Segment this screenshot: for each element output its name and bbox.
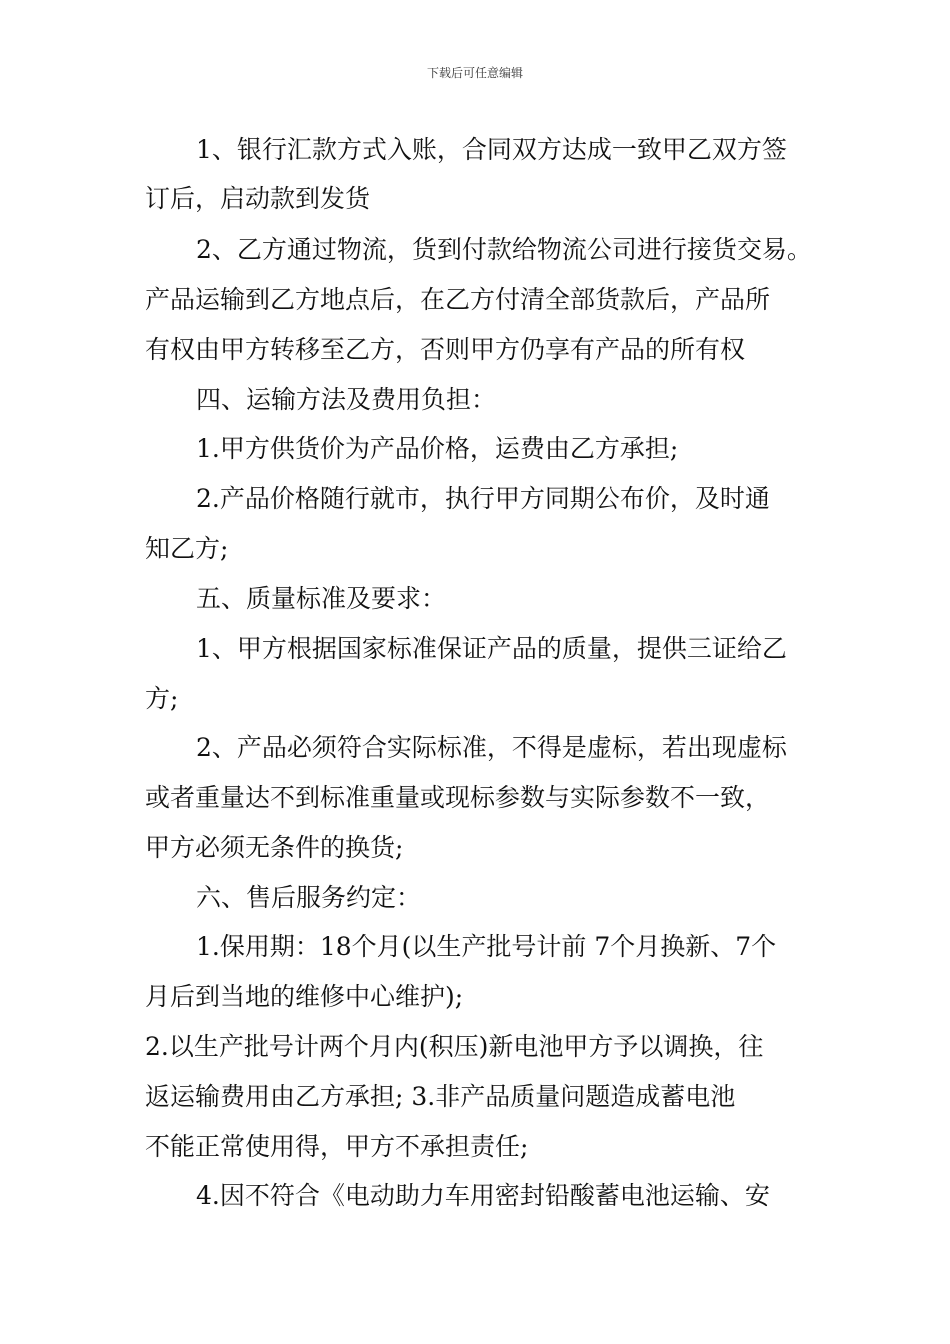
section-heading: 五、质量标准及要求：: [196, 584, 447, 613]
paragraph-line: 2.以生产批号计两个月内(积压)新电池甲方予以调换，往: [145, 1032, 764, 1061]
paragraph-line: 或者重量达不到标准重量或现标参数与实际参数不一致，: [145, 783, 771, 812]
section-heading: 四、运输方法及费用负担：: [196, 385, 497, 414]
paragraph-line: 甲方必须无条件的换货;: [145, 833, 404, 862]
paragraph-line: 产品运输到乙方地点后，在乙方付清全部货款后，产品所: [145, 285, 771, 314]
paragraph-line: 1.甲方供货价为产品价格，运费由乙方承担;: [196, 434, 679, 463]
paragraph-line: 2、乙方通过物流，货到付款给物流公司进行接货交易。: [196, 235, 812, 264]
paragraph-line: 方;: [145, 684, 179, 713]
paragraph-line: 月后到当地的维修中心维护);: [145, 982, 464, 1011]
paragraph-line: 2、产品必须符合实际标准，不得是虚标，若出现虚标: [196, 733, 787, 762]
section-heading: 六、售后服务约定：: [196, 883, 422, 912]
page-header-note: 下载后可任意编辑: [426, 66, 523, 80]
paragraph-line: 知乙方;: [145, 534, 229, 563]
paragraph-line: 4.因不符合《电动助力车用密封铅酸蓄电池运输、安: [196, 1181, 770, 1210]
paragraph-line: 不能正常使用得，甲方不承担责任;: [145, 1132, 529, 1161]
paragraph-line: 订后，启动款到发货: [145, 184, 371, 213]
paragraph-line: 返运输费用由乙方承担; 3.非产品质量问题造成蓄电池: [145, 1082, 736, 1111]
paragraph-line: 1、银行汇款方式入账，合同双方达成一致甲乙双方签: [196, 135, 787, 164]
paragraph-line: 1、甲方根据国家标准保证产品的质量，提供三证给乙: [196, 634, 787, 663]
paragraph-line: 2.产品价格随行就市，执行甲方同期公布价，及时通: [196, 484, 770, 513]
paragraph-line: 有权由甲方转移至乙方，否则甲方仍享有产品的所有权: [145, 335, 746, 364]
paragraph-line: 1.保用期：18个月(以生产批号计前 7个月换新、7个: [196, 932, 777, 961]
